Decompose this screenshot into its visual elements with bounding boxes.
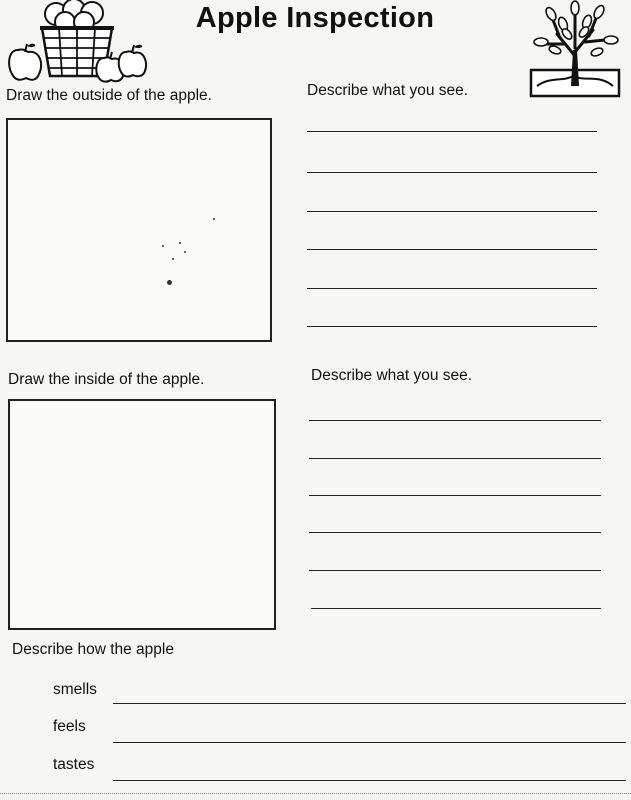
sense-label-smells: smells bbox=[53, 681, 97, 698]
outside-drawing-prompt: Draw the outside of the apple. bbox=[6, 87, 212, 104]
tastes-answer-line[interactable] bbox=[113, 780, 626, 781]
page-bottom-edge bbox=[0, 793, 631, 794]
inside-answer-line[interactable] bbox=[309, 420, 601, 421]
apple-tree-icon bbox=[527, 0, 623, 100]
outside-answer-line[interactable] bbox=[307, 211, 597, 212]
outside-answer-line[interactable] bbox=[307, 288, 597, 289]
sense-label-feels: feels bbox=[53, 718, 86, 735]
outside-answer-line[interactable] bbox=[307, 249, 597, 250]
inside-drawing-prompt: Draw the inside of the apple. bbox=[8, 371, 205, 388]
inside-answer-line[interactable] bbox=[309, 532, 601, 533]
feels-answer-line[interactable] bbox=[113, 742, 626, 743]
apple-basket-icon bbox=[4, 0, 154, 88]
inside-drawing-box[interactable] bbox=[8, 399, 276, 630]
outside-describe-prompt: Describe what you see. bbox=[307, 82, 469, 99]
smells-answer-line[interactable] bbox=[113, 703, 626, 704]
outside-answer-line[interactable] bbox=[307, 326, 597, 327]
sense-label-tastes: tastes bbox=[53, 756, 95, 773]
inside-answer-line[interactable] bbox=[309, 495, 601, 496]
outside-answer-line[interactable] bbox=[307, 131, 597, 132]
outside-answer-line[interactable] bbox=[307, 172, 597, 173]
outside-drawing-box[interactable] bbox=[6, 118, 272, 342]
inside-describe-prompt: Describe what you see. bbox=[311, 367, 473, 384]
inside-answer-line[interactable] bbox=[309, 458, 601, 459]
page-title: Apple Inspection bbox=[195, 2, 435, 34]
inside-answer-line[interactable] bbox=[311, 608, 601, 609]
senses-prompt: Describe how the apple bbox=[12, 641, 174, 658]
inside-answer-line[interactable] bbox=[309, 570, 601, 571]
